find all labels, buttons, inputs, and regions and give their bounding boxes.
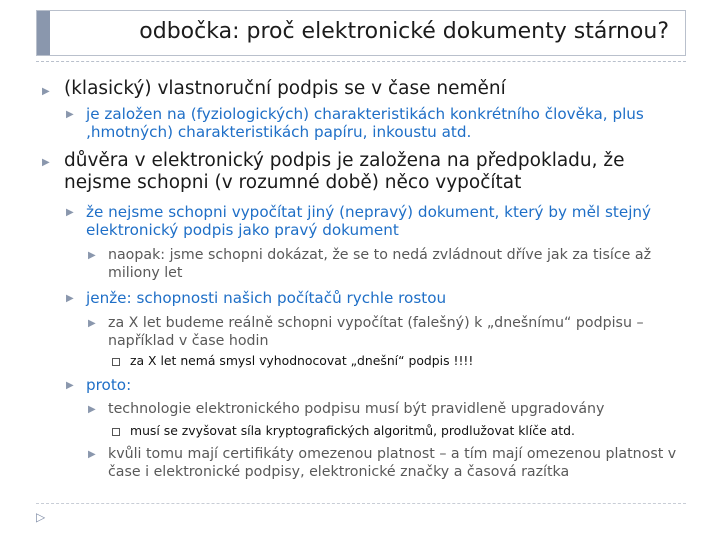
title-bar	[36, 10, 686, 56]
triangle-bullet-icon: ▶	[66, 109, 74, 120]
square-bullet-icon	[112, 428, 120, 436]
footer-divider	[36, 503, 686, 504]
triangle-bullet-icon: ▶	[42, 157, 50, 168]
square-bullet-icon	[112, 358, 120, 366]
triangle-bullet-icon: ▶	[88, 250, 96, 261]
triangle-bullet-icon: ▶	[66, 380, 74, 391]
triangle-bullet-icon: ▶	[88, 404, 96, 415]
bullet-level3: za X let budeme reálně schopni vypočítat (falešný) k „dnešnímu“ podpisu – například v čase hodin	[108, 315, 644, 349]
triangle-bullet-icon: ▶	[88, 449, 96, 460]
triangle-bullet-icon: ▶	[66, 293, 74, 304]
title-accent-bar	[37, 11, 50, 55]
bullet-level3: kvůli tomu mají certifikáty omezenou platnost – a tím mají omezenou platnost v čase i elektronické podpisy, elektronické značky a časová razítka	[108, 446, 677, 480]
bullet-level2: je založen na (fyziologických) charakteristikách konkrétního člověka, plus ‚hmotných) charakteristikách papíru, inkoustu atd.	[86, 105, 644, 141]
triangle-bullet-icon: ▶	[66, 207, 74, 218]
title-divider	[36, 61, 686, 62]
bullet-level2: že nejsme schopni vypočítat jiný (nepravý) dokument, který by měl stejný elektronický podpis jako pravý dokument	[86, 203, 652, 239]
slide-nav-arrow-icon[interactable]: ▷	[36, 510, 46, 524]
bullet-level2: proto:	[86, 376, 132, 394]
bullet-level4: musí se zvyšovat síla kryptografických algoritmů, prodlužovat klíče atd.	[130, 423, 575, 438]
triangle-bullet-icon: ▶	[88, 318, 96, 329]
bullet-level2: jenže: schopnosti našich počítačů rychle rostou	[86, 289, 447, 307]
bullet-level4: za X let nemá smysl vyhodnocovat „dnešní“ podpis !!!!	[130, 353, 474, 368]
bullet-level1: důvěra v elektronický podpis je založena na předpokladu, že nejsme schopni (v rozumné době) něco vypočítat	[64, 150, 625, 193]
bullet-level3: technologie elektronického podpisu musí být pravidleně upgradovány	[108, 401, 605, 417]
triangle-bullet-icon: ▶	[42, 86, 50, 97]
bullet-level1: (klasický) vlastnoruční podpis se v čase nemění	[64, 78, 506, 99]
slide-title: odbočka: proč elektronické dokumenty stárnou?	[139, 19, 669, 44]
bullet-level3: naopak: jsme schopni dokázat, že se to nedá zvládnout dříve jak za tisíce až miliony let	[108, 247, 652, 281]
